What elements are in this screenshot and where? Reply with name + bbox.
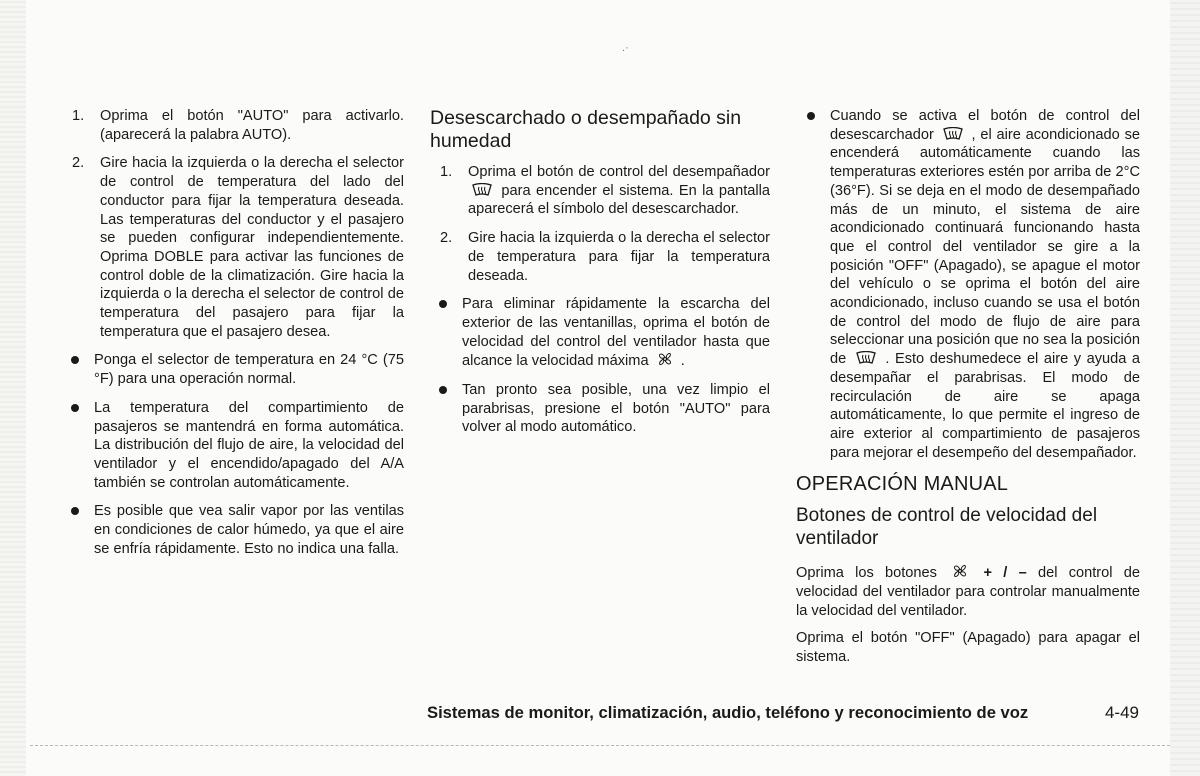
step-1 [430,163,770,219]
subheading: Botones de control de velocidad del ventilador [796,505,1098,550]
bullet-text: Para eliminar rápidamente la escarcha del exterior de las ventanillas, oprima el botón de velocidad del control del ventilador hasta que alcance la velocidad máxima . [462,296,770,370]
bullet-item [806,107,1140,462]
page-edge-right [1170,0,1200,776]
bullet-text: Cuando se activa el botón de control del desescarchador , el aire acondicionado se encenderá automáticamente cuando las temperaturas exteriores estén por arriba de 2°C (36°F). Si se deja en el modo de desempañado más de un minuto, el sistema de aire acondicionado continuará funcionando hasta que el control del ventilador se gire a la posición "OFF" (Apagado), se apague el motor del vehículo o se oprima el botón del aire acondicionado, incluso cuando se usa el botón de control del modo de flujo de aire para seleccionar una posición que no sea la posición de . Esto deshumedece el aire y ayuda a desempañar el parabrisas. El modo de recirculación de aire se apaga automáticamente, lo que permite el ingreso de aire exterior al compartimiento de pasajeros para mejorar el desempeño del desempañador. [830,108,1140,461]
step-1 [70,107,404,144]
step-text: Gire hacia la izquierda o la derecha el selector de control de temperatura del lado del conductor para fijar la temperatura deseada. Las temperaturas del conductor y el pasajero se pueden configurar independientemente. Oprima DOBLE para activar las funciones de control doble de la climatización. Gire hacia la izquierda o la derecha el selector de control de temperatura del pasajero para fijar la temperatura que el pasajero desea. [100,155,404,340]
bullet-dot [71,507,79,515]
paragraph-fan-buttons: Oprima los botones + / – del control de velocidad del ventilador para controlar manualmente la velocidad del ventilador. [796,565,1140,619]
bullet-text: Tan pronto sea posible, una vez limpio el parabrisas, presione el botón "AUTO" para volver al modo automático. [462,382,770,436]
bullet-dot [71,356,79,364]
bullet-text: Es posible que vea salir vapor por las ventilas en condiciones de calor húmedo, ya que el aire se enfría rápidamente. Esto no indica una falla. [94,503,404,557]
bullet-item [430,381,770,437]
step-number: 2. [440,230,453,247]
bullet-dot [71,404,79,412]
defroster-icon [855,351,877,365]
bottom-rule [30,745,1170,746]
step-2 [430,229,770,285]
step-2 [70,154,404,341]
bullet-item [430,295,770,371]
page-footer [427,703,1139,723]
bullet-text: La temperatura del compartimiento de pasajeros se mantendrá en forma automática. La distribución del flujo de aire, la velocidad del ventilador y el encendido/apagado del A/A también se controlan automáticamente. [94,399,404,491]
defroster-icon [471,183,493,197]
bullet-dot [439,386,447,394]
fan-icon [656,351,674,367]
step-number: 1. [440,164,453,180]
step-text: Gire hacia la izquierda o la derecha el selector de temperatura para fijar la temperatura deseada. [468,230,770,284]
scan-speck: .· [622,42,629,54]
bullet-item [70,399,404,493]
page-number: 4-49 [1104,703,1139,722]
plus-minus-controls: + / – [983,565,1027,582]
bullet-item [70,502,404,558]
fan-icon [951,563,969,579]
section-title: OPERACIÓN MANUAL [796,473,1009,496]
bullet-dot [439,300,447,308]
defroster-icon [942,127,964,141]
column-1 [70,107,404,568]
column-2 [430,107,770,447]
footer-section-title: Sistemas de monitor, climatización, audio, teléfono y reconocimiento de voz [427,703,1029,722]
section-heading: Desescarchado o desempañado sin humedad [430,107,742,152]
step-number: 2. [72,155,85,172]
paragraph-off: Oprima el botón "OFF" (Apagado) para apagar el sistema. [796,630,1140,666]
bullet-item [70,351,404,388]
page-edge-left [0,0,26,776]
column-3 [796,107,1140,676]
bullet-dot [807,112,815,120]
step-text: Oprima el botón de control del desempañador para encender el sistema. En la pantalla aparecerá el símbolo del desescarchador. [468,164,770,218]
bullet-text: Ponga el selector de temperatura en 24 °C (75 °F) para una operación normal. [94,352,404,388]
step-text: Oprima el botón "AUTO" para activarlo. (aparecerá la palabra AUTO). [100,108,404,143]
step-number: 1. [72,108,85,124]
